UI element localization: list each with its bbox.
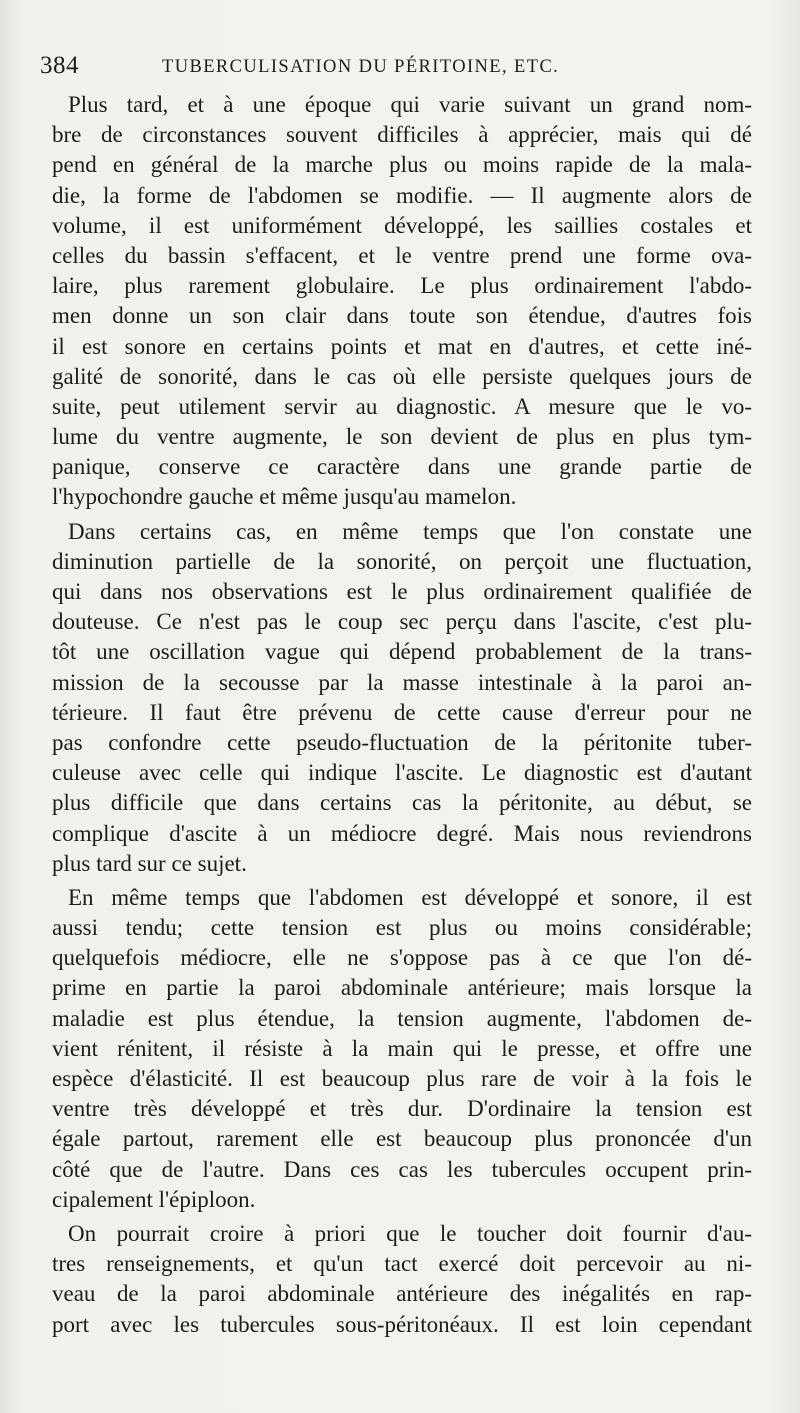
text-line: Plus tard, et à une époque qui varie suivant un grand nom-	[68, 92, 752, 117]
paragraph-3	[52, 883, 752, 1215]
text-line: bre de circonstances souvent difficiles à apprécier, mais qui dé	[52, 122, 752, 148]
text-line: tôt une oscillation vague qui dépend probablement de la trans-	[52, 639, 752, 665]
text-line: l'hypochondre gauche et même jusqu'au mamelon.	[52, 484, 517, 510]
text-line: culeuse avec celle qui indique l'ascite. Le diagnostic est d'autant	[52, 760, 752, 786]
paragraph-1	[52, 90, 752, 513]
text-line: prime en partie la paroi abdominale antérieure; mais lorsque la	[52, 975, 752, 1001]
text-line: mission de la secousse par la masse intestinale à la paroi an-	[52, 669, 752, 695]
text-line: pend en général de la marche plus ou moins rapide de la mala-	[52, 152, 752, 178]
text-line: celles du bassin s'effacent, et le ventre prend une forme ova-	[52, 242, 752, 268]
text-line: qui dans nos observations est le plus ordinairement qualifiée de	[52, 579, 752, 604]
text-line: plus difficile que dans certains cas la péritonite, au début, se	[52, 790, 752, 816]
text-line: il est sonore en certains points et mat en d'autres, et cette iné-	[52, 333, 752, 359]
text-line: vient rénitent, il résiste à la main qui le presse, et offre une	[52, 1035, 752, 1061]
text-line: men donne un son clair dans toute son étendue, d'autres fois	[52, 303, 752, 329]
text-line: veau de la paroi abdominale antérieure des inégalités en rap-	[52, 1281, 752, 1307]
text-line: panique, conserve ce caractère dans une grande partie de	[52, 454, 752, 480]
text-line: complique d'ascite à un médiocre degré. Mais nous reviendrons	[52, 820, 752, 846]
page-number: 384	[40, 52, 79, 79]
text-line: diminution partielle de la sonorité, on perçoit une fluctuation,	[52, 548, 752, 574]
text-line: cipalement l'épiploon.	[52, 1186, 256, 1212]
text-line: maladie est plus étendue, la tension augmente, l'abdomen de-	[52, 1005, 752, 1031]
text-line: laire, plus rarement globulaire. Le plus ordinairement l'abdo-	[52, 273, 752, 299]
paragraph-2	[52, 517, 752, 879]
text-line: plus tard sur ce sujet.	[52, 850, 247, 876]
text-line: tres renseignements, et qu'un tact exercé doit percevoir au ni-	[52, 1251, 752, 1277]
text-line: quelquefois médiocre, elle ne s'oppose pas à ce que l'on dé-	[52, 945, 752, 971]
text-line: galité de sonorité, dans le cas où elle persiste quelques jours de	[52, 363, 752, 389]
text-line: volume, il est uniformément développé, les saillies costales et	[52, 212, 752, 238]
text-line: espèce d'élasticité. Il est beaucoup plus rare de voir à la fois le	[52, 1066, 752, 1091]
text-line: ventre très développé et très dur. D'ordinaire la tension est	[52, 1096, 752, 1122]
page-header	[40, 52, 764, 92]
text-line: égale partout, rarement elle est beaucoup plus prononcée d'un	[52, 1126, 752, 1152]
body-text	[52, 90, 752, 1340]
text-line: côté que de l'autre. Dans ces cas les tubercules occupent prin-	[52, 1156, 752, 1182]
text-line: suite, peut utilement servir au diagnostic. A mesure que le vo-	[52, 393, 752, 419]
text-line: die, la forme de l'abdomen se modifie. — Il augmente alors de	[52, 182, 752, 208]
paragraph-4	[52, 1219, 752, 1340]
text-line: pas confondre cette pseudo-fluctuation de la péritonite tuber-	[52, 729, 752, 755]
text-line: aussi tendu; cette tension est plus ou moins considérable;	[52, 915, 752, 941]
text-line: lume du ventre augmente, le son devient de plus en plus tym-	[52, 424, 752, 450]
text-line: On pourrait croire à priori que le toucher doit fournir d'au-	[68, 1220, 752, 1246]
text-line: térieure. Il faut être prévenu de cette cause d'erreur pour ne	[52, 699, 752, 725]
text-line: douteuse. Ce n'est pas le coup sec perçu dans l'ascite, c'est plu-	[52, 609, 752, 635]
text-line: port avec les tubercules sous-péritonéaux. Il est loin cependant	[52, 1311, 752, 1337]
text-line: Dans certains cas, en même temps que l'on constate une	[68, 518, 752, 544]
text-line: En même temps que l'abdomen est développé et sonore, il est	[68, 884, 752, 910]
running-title: TUBERCULISATION DU PÉRITOINE, ETC.	[162, 57, 560, 77]
